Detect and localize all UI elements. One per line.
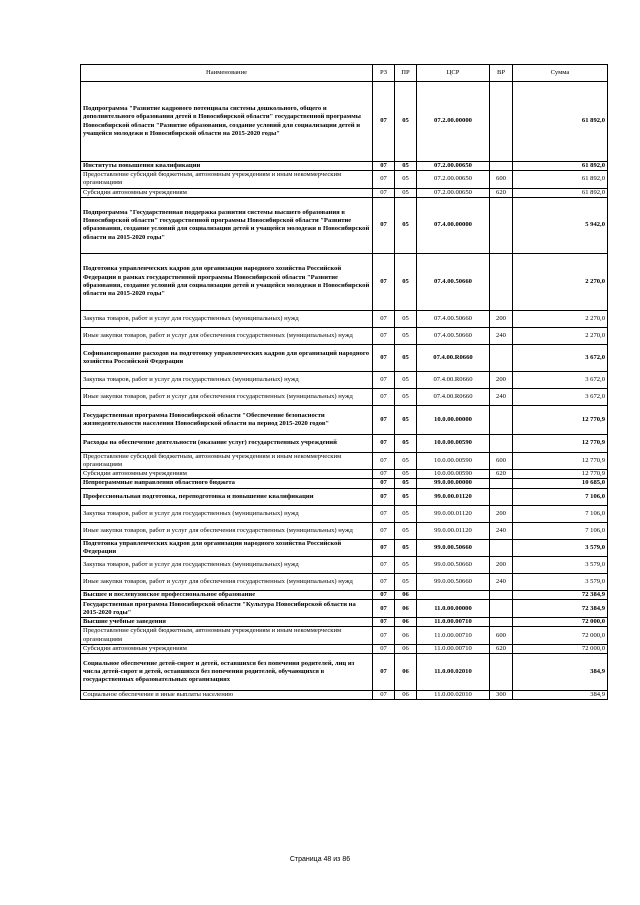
cell-vr <box>490 82 513 162</box>
cell-sum: 2 270,0 <box>513 253 608 310</box>
cell-rz: 07 <box>373 522 395 539</box>
cell-pr: 06 <box>395 600 417 618</box>
cell-pr: 06 <box>395 691 417 700</box>
cell-rz: 07 <box>373 691 395 700</box>
cell-rz: 07 <box>373 470 395 479</box>
cell-sum: 384,9 <box>513 691 608 700</box>
cell-sum: 3 579,0 <box>513 574 608 591</box>
cell-pr: 05 <box>395 197 417 253</box>
cell-name: Расходы на обеспечение деятельности (оказание услуг) государственных учреждений <box>81 434 373 452</box>
cell-csr: 99.0.00.50660 <box>417 557 490 574</box>
cell-rz: 07 <box>373 488 395 505</box>
cell-pr: 05 <box>395 470 417 479</box>
table-row <box>81 371 608 388</box>
cell-csr: 07.4.00.50660 <box>417 310 490 327</box>
table-row <box>81 591 608 600</box>
table-row <box>81 162 608 171</box>
cell-sum: 72 384,9 <box>513 591 608 600</box>
cell-vr: 240 <box>490 327 513 344</box>
cell-name: Закупка товаров, работ и услуг для государственных (муниципальных) нужд <box>81 557 373 574</box>
cell-vr <box>490 591 513 600</box>
cell-name: Подготовка управленческих кадров для организации народного хозяйства Российской Федерации в рамках государственной программы Новосибирской области "Развитие образования, создание условий для социализации детей и учащейся молодежи в Новосибирской области на 2015-2020 годы" <box>81 253 373 310</box>
cell-csr: 99.0.00.50660 <box>417 574 490 591</box>
budget-table <box>80 64 608 700</box>
cell-sum: 12 770,9 <box>513 405 608 434</box>
header-csr: ЦСР <box>417 65 490 82</box>
cell-name: Подготовка управленческих кадров для организации народного хозяйства Российской Федерации <box>81 539 373 556</box>
table-row <box>81 691 608 700</box>
cell-sum: 3 672,0 <box>513 388 608 405</box>
cell-rz: 07 <box>373 644 395 653</box>
cell-csr: 99.0.00.01120 <box>417 488 490 505</box>
cell-sum: 7 106,0 <box>513 505 608 522</box>
cell-name: Подпрограмма "Государственная поддержка развития системы высшего образования в Новосибирской области" государственной программы Новосибирской области "Развитие образования, создание условий для социализации детей и учащейся молодежи в Новосибирской области на 2015-2020 годы" <box>81 197 373 253</box>
cell-csr: 99.0.00.01120 <box>417 522 490 539</box>
cell-vr: 620 <box>490 644 513 653</box>
cell-rz: 07 <box>373 405 395 434</box>
cell-name: Предоставление субсидий бюджетным, автономным учреждениям и иным некоммерческим организациям <box>81 627 373 644</box>
cell-rz: 07 <box>373 654 395 691</box>
cell-vr: 300 <box>490 691 513 700</box>
table-row <box>81 327 608 344</box>
cell-csr: 10.0.00.00000 <box>417 405 490 434</box>
cell-sum: 2 270,0 <box>513 327 608 344</box>
cell-vr <box>490 253 513 310</box>
cell-csr: 07.2.00.00650 <box>417 188 490 197</box>
cell-pr: 05 <box>395 388 417 405</box>
cell-name: Предоставление субсидий бюджетным, автономным учреждениям и иным некоммерческим организациям <box>81 452 373 469</box>
cell-rz: 07 <box>373 162 395 171</box>
cell-pr: 05 <box>395 488 417 505</box>
cell-csr: 11.0.00.00710 <box>417 627 490 644</box>
cell-name: Субсидии автономным учреждениям <box>81 188 373 197</box>
cell-sum: 3 579,0 <box>513 539 608 556</box>
cell-vr: 600 <box>490 627 513 644</box>
cell-vr <box>490 197 513 253</box>
cell-csr: 07.4.00.R0660 <box>417 388 490 405</box>
cell-sum: 72 000,0 <box>513 627 608 644</box>
cell-name: Непрограммные направления областного бюджета <box>81 479 373 488</box>
cell-csr: 07.4.00.00000 <box>417 197 490 253</box>
cell-rz: 07 <box>373 310 395 327</box>
table-body <box>81 82 608 700</box>
cell-pr: 05 <box>395 539 417 556</box>
table-row <box>81 479 608 488</box>
cell-sum: 61 892,0 <box>513 171 608 188</box>
cell-pr: 05 <box>395 162 417 171</box>
header-name: Наименование <box>81 65 373 82</box>
cell-csr: 07.2.00.00650 <box>417 171 490 188</box>
table-row <box>81 388 608 405</box>
cell-sum: 2 270,0 <box>513 310 608 327</box>
cell-sum: 72 000,0 <box>513 618 608 627</box>
cell-pr: 05 <box>395 434 417 452</box>
cell-name: Государственная программа Новосибирской области "Культура Новосибирской области на 2015-2020 годы" <box>81 600 373 618</box>
cell-sum: 12 770,9 <box>513 470 608 479</box>
cell-pr: 05 <box>395 310 417 327</box>
table-header-row <box>81 65 608 82</box>
cell-rz: 07 <box>373 591 395 600</box>
cell-rz: 07 <box>373 82 395 162</box>
table-row <box>81 452 608 469</box>
cell-sum: 5 942,0 <box>513 197 608 253</box>
table-row <box>81 618 608 627</box>
table-row <box>81 253 608 310</box>
cell-vr: 240 <box>490 388 513 405</box>
cell-sum: 7 106,0 <box>513 488 608 505</box>
cell-name: Высшее и послевузовское профессиональное образование <box>81 591 373 600</box>
cell-name: Иные закупки товаров, работ и услуг для обеспечения государственных (муниципальных) нужд <box>81 574 373 591</box>
table-row <box>81 188 608 197</box>
cell-name: Социальное обеспечение и иные выплаты населению <box>81 691 373 700</box>
cell-pr: 05 <box>395 82 417 162</box>
cell-vr: 620 <box>490 470 513 479</box>
cell-pr: 05 <box>395 452 417 469</box>
cell-name: Закупка товаров, работ и услуг для государственных (муниципальных) нужд <box>81 310 373 327</box>
cell-pr: 06 <box>395 654 417 691</box>
cell-csr: 07.4.00.50660 <box>417 327 490 344</box>
cell-name: Иные закупки товаров, работ и услуг для обеспечения государственных (муниципальных) нужд <box>81 522 373 539</box>
cell-rz: 07 <box>373 452 395 469</box>
cell-vr <box>490 344 513 371</box>
header-rz: РЗ <box>373 65 395 82</box>
cell-vr: 200 <box>490 557 513 574</box>
cell-csr: 10.0.00.00590 <box>417 452 490 469</box>
table-row <box>81 344 608 371</box>
cell-rz: 07 <box>373 574 395 591</box>
cell-rz: 07 <box>373 479 395 488</box>
cell-pr: 05 <box>395 188 417 197</box>
cell-csr: 07.4.00.R0660 <box>417 371 490 388</box>
table-row <box>81 470 608 479</box>
cell-vr <box>490 479 513 488</box>
cell-pr: 05 <box>395 371 417 388</box>
cell-sum: 72 000,0 <box>513 644 608 653</box>
table-row <box>81 434 608 452</box>
cell-csr: 11.0.00.00000 <box>417 600 490 618</box>
cell-vr: 620 <box>490 188 513 197</box>
header-pr: ПР <box>395 65 417 82</box>
cell-rz: 07 <box>373 253 395 310</box>
cell-csr: 07.4.00.R0660 <box>417 344 490 371</box>
cell-vr <box>490 539 513 556</box>
table-row <box>81 171 608 188</box>
table-row <box>81 310 608 327</box>
cell-sum: 61 892,0 <box>513 162 608 171</box>
cell-pr: 06 <box>395 644 417 653</box>
cell-rz: 07 <box>373 197 395 253</box>
cell-pr: 05 <box>395 171 417 188</box>
cell-vr <box>490 488 513 505</box>
cell-pr: 05 <box>395 557 417 574</box>
cell-pr: 05 <box>395 344 417 371</box>
cell-pr: 06 <box>395 591 417 600</box>
cell-rz: 07 <box>373 557 395 574</box>
cell-sum: 61 892,0 <box>513 188 608 197</box>
cell-vr: 200 <box>490 310 513 327</box>
table-row <box>81 505 608 522</box>
cell-sum: 384,9 <box>513 654 608 691</box>
cell-sum: 12 770,9 <box>513 434 608 452</box>
cell-name: Высшие учебные заведения <box>81 618 373 627</box>
cell-name: Иные закупки товаров, работ и услуг для обеспечения государственных (муниципальных) нужд <box>81 327 373 344</box>
cell-sum: 61 892,0 <box>513 82 608 162</box>
cell-csr: 99.0.00.00000 <box>417 479 490 488</box>
cell-vr <box>490 600 513 618</box>
cell-rz: 07 <box>373 627 395 644</box>
cell-pr: 05 <box>395 574 417 591</box>
header-sum: Сумма <box>513 65 608 82</box>
cell-rz: 07 <box>373 344 395 371</box>
cell-csr: 07.2.00.00650 <box>417 162 490 171</box>
cell-name: Профессиональная подготовка, переподготовка и повышение квалификации <box>81 488 373 505</box>
table-row <box>81 405 608 434</box>
cell-rz: 07 <box>373 600 395 618</box>
cell-sum: 12 770,9 <box>513 452 608 469</box>
cell-rz: 07 <box>373 171 395 188</box>
cell-pr: 06 <box>395 618 417 627</box>
cell-sum: 10 685,0 <box>513 479 608 488</box>
cell-csr: 99.0.00.50660 <box>417 539 490 556</box>
cell-pr: 05 <box>395 479 417 488</box>
cell-name: Закупка товаров, работ и услуг для государственных (муниципальных) нужд <box>81 371 373 388</box>
cell-rz: 07 <box>373 327 395 344</box>
cell-pr: 05 <box>395 405 417 434</box>
table-row <box>81 627 608 644</box>
cell-vr: 240 <box>490 522 513 539</box>
cell-rz: 07 <box>373 188 395 197</box>
table-row <box>81 82 608 162</box>
cell-csr: 11.0.00.00710 <box>417 618 490 627</box>
table-row <box>81 654 608 691</box>
cell-pr: 06 <box>395 627 417 644</box>
table-row <box>81 600 608 618</box>
cell-name: Закупка товаров, работ и услуг для государственных (муниципальных) нужд <box>81 505 373 522</box>
cell-rz: 07 <box>373 434 395 452</box>
cell-csr: 07.2.00.00000 <box>417 82 490 162</box>
cell-pr: 05 <box>395 253 417 310</box>
table-row <box>81 522 608 539</box>
cell-name: Иные закупки товаров, работ и услуг для обеспечения государственных (муниципальных) нужд <box>81 388 373 405</box>
cell-sum: 3 672,0 <box>513 344 608 371</box>
cell-pr: 05 <box>395 522 417 539</box>
cell-csr: 11.0.00.02010 <box>417 654 490 691</box>
cell-rz: 07 <box>373 505 395 522</box>
cell-vr <box>490 162 513 171</box>
cell-sum: 72 384,9 <box>513 600 608 618</box>
cell-rz: 07 <box>373 388 395 405</box>
cell-vr: 240 <box>490 574 513 591</box>
cell-sum: 7 106,0 <box>513 522 608 539</box>
table-row <box>81 539 608 556</box>
cell-sum: 3 579,0 <box>513 557 608 574</box>
cell-vr: 200 <box>490 371 513 388</box>
cell-csr <box>417 591 490 600</box>
cell-sum: 3 672,0 <box>513 371 608 388</box>
table-row <box>81 488 608 505</box>
table-row <box>81 644 608 653</box>
cell-rz: 07 <box>373 618 395 627</box>
cell-csr: 10.0.00.00590 <box>417 470 490 479</box>
cell-vr <box>490 434 513 452</box>
table-row <box>81 574 608 591</box>
cell-name: Субсидии автономным учреждениям <box>81 644 373 653</box>
header-vr: ВР <box>490 65 513 82</box>
cell-name: Подпрограмма "Развитие кадрового потенциала системы дошкольного, общего и дополнительного образования детей в Новосибирской области" государственной программы Новосибирской области "Развитие образования, создание условий для социализации детей и учащейся молодежи в Новосибирской области на 2015-2020 годы" <box>81 82 373 162</box>
cell-csr: 07.4.00.50660 <box>417 253 490 310</box>
cell-csr: 11.0.00.00710 <box>417 644 490 653</box>
cell-name: Государственная программа Новосибирской области "Обеспечение безопасности жизнедеятельности населения Новосибирской области на период 2015-2020 годов" <box>81 405 373 434</box>
cell-pr: 05 <box>395 327 417 344</box>
cell-name: Предоставление субсидий бюджетным, автономным учреждениям и иным некоммерческим организациям <box>81 171 373 188</box>
page-number: Страница 48 из 86 <box>289 856 351 863</box>
cell-csr: 11.0.00.02010 <box>417 691 490 700</box>
cell-vr <box>490 405 513 434</box>
cell-name: Субсидии автономным учреждениям <box>81 470 373 479</box>
cell-csr: 10.0.00.00590 <box>417 434 490 452</box>
cell-name: Социальное обеспечение детей-сирот и детей, оставшихся без попечения родителей, лиц из числа детей-сирот и детей, оставшихся без попечения родителей, обучающихся в государственных образовательных организациях <box>81 654 373 691</box>
cell-vr <box>490 654 513 691</box>
cell-name: Институты повышения квалификации <box>81 162 373 171</box>
cell-pr: 05 <box>395 505 417 522</box>
cell-vr: 200 <box>490 505 513 522</box>
cell-rz: 07 <box>373 539 395 556</box>
cell-name: Софинансирование расходов на подготовку управленческих кадров для организаций народного хозяйства Российской Федерации <box>81 344 373 371</box>
table-row <box>81 557 608 574</box>
cell-vr: 600 <box>490 171 513 188</box>
cell-rz: 07 <box>373 371 395 388</box>
table-row <box>81 197 608 253</box>
cell-vr <box>490 618 513 627</box>
cell-csr: 99.0.00.01120 <box>417 505 490 522</box>
cell-vr: 600 <box>490 452 513 469</box>
